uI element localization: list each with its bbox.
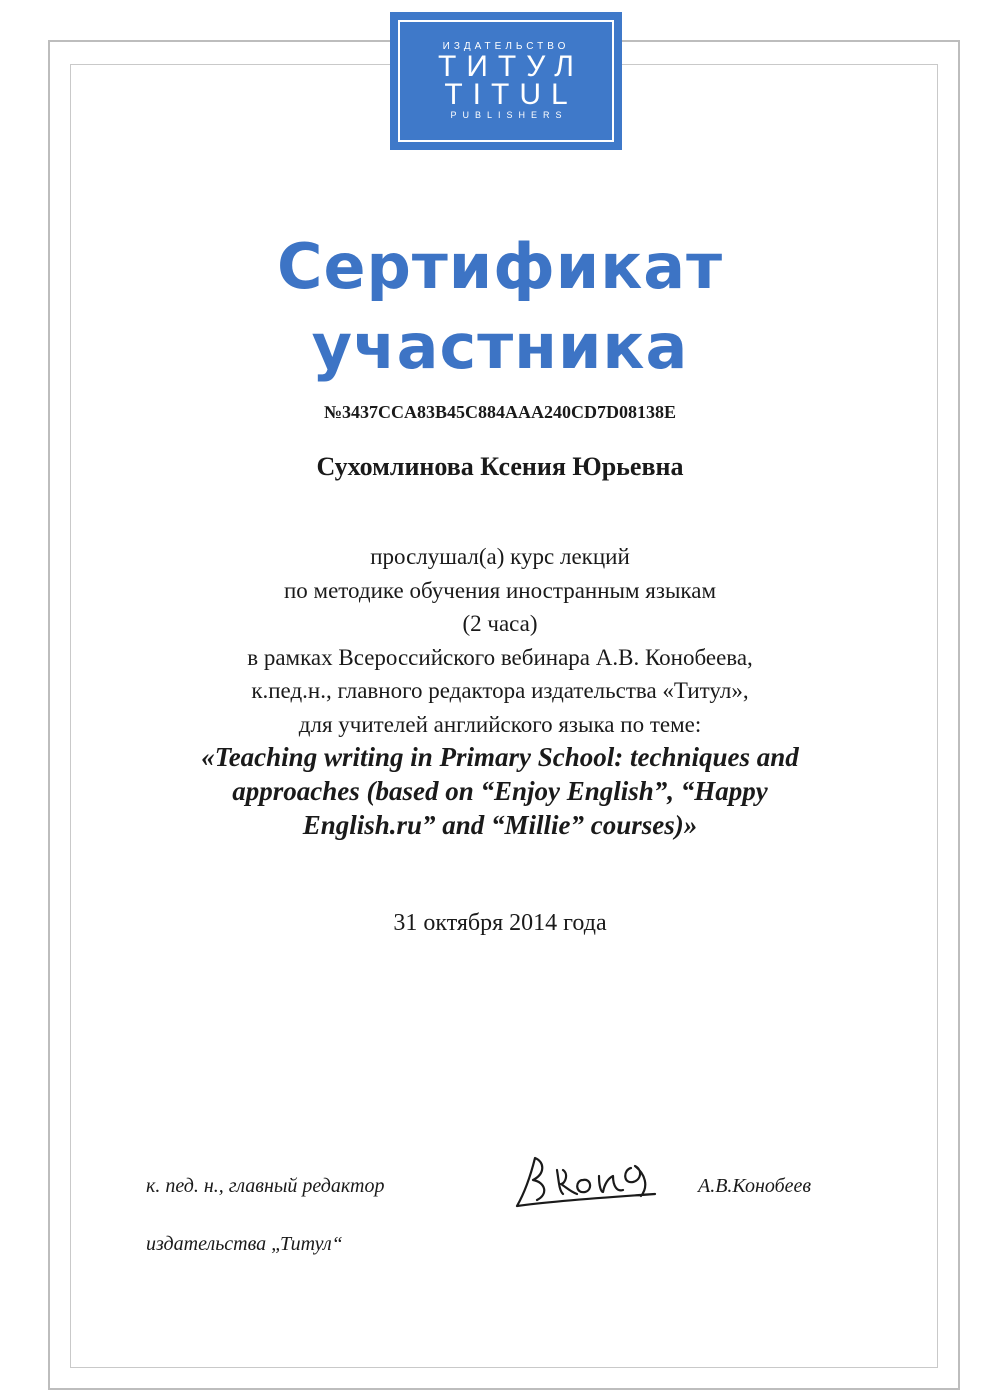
certificate-date: 31 октября 2014 года [393, 910, 607, 936]
signer-role-line1: к. пед. н., главный редактор [146, 1175, 385, 1197]
signer-role-line2: издательства „Титул“ [146, 1233, 343, 1255]
topic-line: «Teaching writing in Primary School: techniques and [201, 742, 799, 772]
handwritten-signature [505, 1140, 675, 1220]
certificate-body [0, 540, 1000, 741]
body-line: (2 часа) [462, 611, 538, 636]
titul-logo [390, 12, 622, 150]
certificate-number: №3437CCA83B45C884AAA240CD7D08138E [323, 402, 677, 422]
topic-line: approaches (based on “Enjoy English”, “Happy [232, 776, 768, 806]
logo-word-ru: ТИТУЛ [438, 50, 584, 83]
body-line: в рамках Всероссийского вебинара А.В. Конобеева, [247, 644, 753, 670]
body-line: прослушал(а) курс лекций [370, 544, 630, 569]
webinar-topic [0, 740, 1000, 842]
logo-bottom-text: PUBLISHERS [450, 110, 568, 120]
logo-frame [398, 20, 614, 142]
logo-word-en: TITUL [444, 78, 578, 111]
certificate-title-line1: Сертификат [276, 230, 724, 303]
body-line: по методике обучения иностранным языкам [283, 577, 717, 603]
topic-line: English.ru” and “Millie” courses)» [302, 810, 698, 840]
recipient-name: Сухомлинова Ксения Юрьевна [316, 452, 684, 481]
body-line: для учителей английского языка по теме: [298, 711, 702, 737]
body-line: к.пед.н., главного редактора издательства «Титул», [251, 678, 749, 703]
certificate-title-line2: участника [311, 310, 689, 383]
logo-top-text: ИЗДАТЕЛЬСТВО [442, 41, 570, 52]
signer-name: А.В.Конобеев [698, 1175, 812, 1197]
